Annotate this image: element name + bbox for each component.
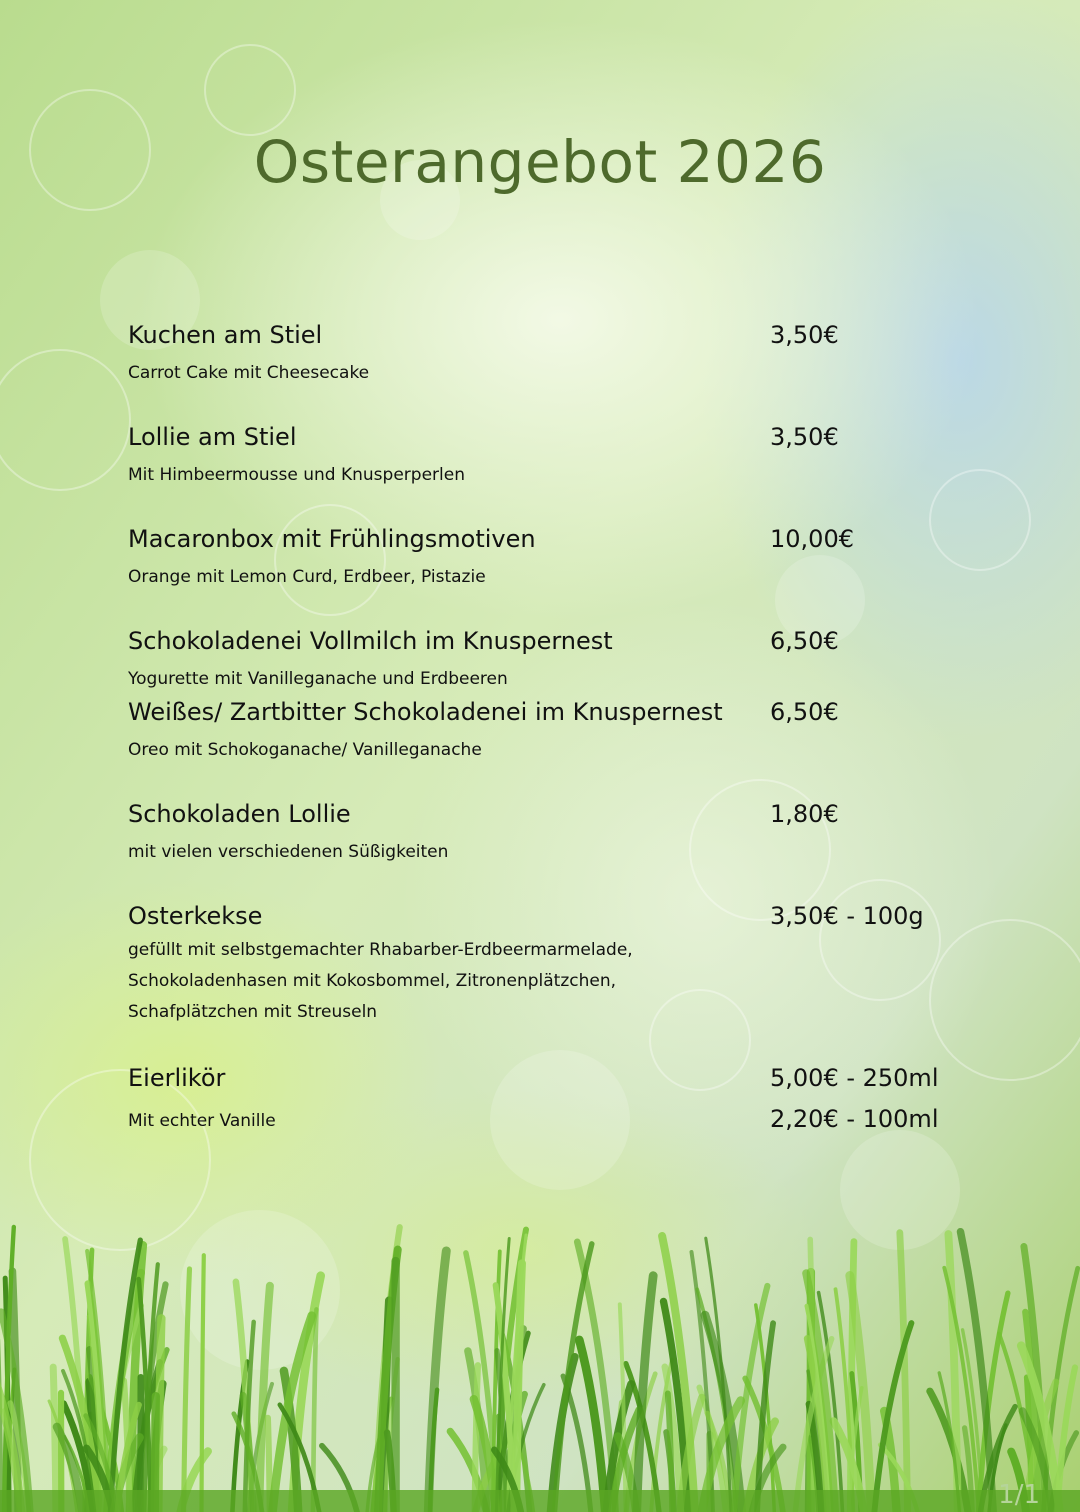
- item-price: 3,50€ - 100g: [770, 902, 924, 930]
- item-price: 6,50€: [770, 627, 839, 655]
- item-price: 1,80€: [770, 800, 839, 828]
- item-name: Macaronbox mit Frühlingsmotiven: [128, 525, 536, 553]
- item-name: Lollie am Stiel: [128, 423, 297, 451]
- item-description: Yogurette mit Vanilleganache und Erdbeeren: [128, 669, 508, 689]
- item-description: mit vielen verschiedenen Süßigkeiten: [128, 842, 449, 862]
- item-description: gefüllt mit selbstgemachter Rhabarber-Erdbeermarmelade,: [128, 940, 633, 960]
- item-description: Schokoladenhasen mit Kokosbommel, Zitronenplätzchen,: [128, 971, 616, 991]
- item-price: 10,00€: [770, 525, 854, 553]
- page-number: 1/1: [998, 1480, 1040, 1510]
- item-price-secondary: 2,20€ - 100ml: [770, 1105, 939, 1133]
- item-name: Schokoladenei Vollmilch im Knuspernest: [128, 627, 613, 655]
- item-description: Mit Himbeermousse und Knusperperlen: [128, 465, 465, 485]
- item-price: 5,00€ - 250ml: [770, 1064, 939, 1092]
- item-description: Carrot Cake mit Cheesecake: [128, 363, 370, 383]
- item-price: 3,50€: [770, 321, 839, 349]
- item-price: 6,50€: [770, 698, 839, 726]
- item-description: Schafplätzchen mit Streuseln: [128, 1002, 378, 1022]
- item-name: Eierlikör: [128, 1064, 226, 1092]
- item-price: 3,50€: [770, 423, 839, 451]
- item-name: Osterkekse: [128, 902, 263, 930]
- item-name: Kuchen am Stiel: [128, 321, 323, 349]
- page-title: Osterangebot 2026: [253, 128, 827, 196]
- item-description: Orange mit Lemon Curd, Erdbeer, Pistazie: [128, 567, 486, 587]
- item-description: Oreo mit Schokoganache/ Vanilleganache: [128, 740, 482, 760]
- item-description: Mit echter Vanille: [128, 1111, 276, 1131]
- item-name: Schokoladen Lollie: [128, 800, 351, 828]
- item-name: Weißes/ Zartbitter Schokoladenei im Knuspernest: [128, 698, 723, 726]
